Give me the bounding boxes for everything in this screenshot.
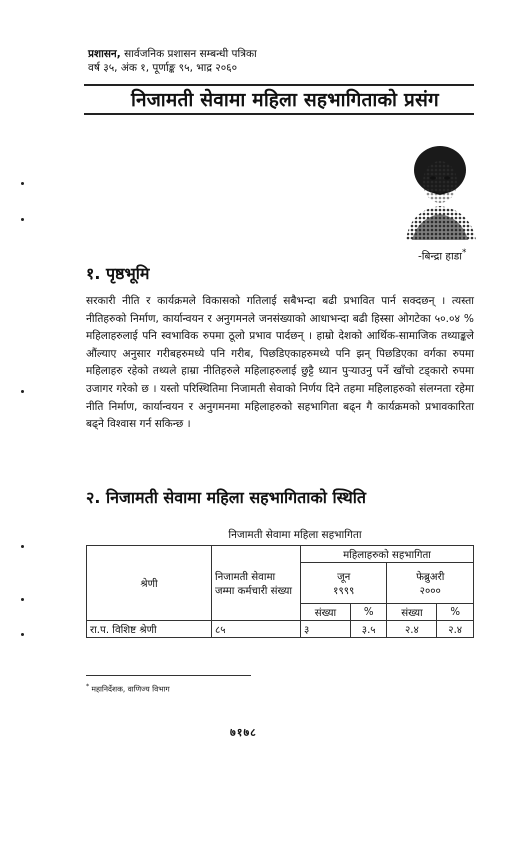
header-participation: महिलाहरुको सहभागिता xyxy=(301,546,474,563)
table-caption: निजामती सेवामा महिला सहभागिता xyxy=(228,529,362,541)
journal-description: सार्वजनिक प्रशासन सम्बन्धी पत्रिका xyxy=(124,48,257,60)
header-total: निजामती सेवामा जम्मा कर्मचारी संख्या xyxy=(212,546,301,621)
scan-speck xyxy=(21,598,24,601)
header-period2 xyxy=(387,563,474,604)
issue-line: वर्ष ३५, अंक १, पूर्णाङ्क ९५, भाद्र २०६० xyxy=(88,62,238,74)
footnote-rule xyxy=(86,675,251,676)
row-pct2: २.४ xyxy=(437,621,474,638)
row-count2: २.४ xyxy=(387,621,437,638)
page-number: ७१७८ xyxy=(230,726,257,739)
author-photo xyxy=(398,140,478,240)
author-name xyxy=(418,248,466,264)
table-row xyxy=(87,621,474,638)
subheader-pct1: % xyxy=(350,604,387,621)
journal-header xyxy=(88,47,257,75)
footnote-mark: * xyxy=(86,683,90,690)
row-category: रा.प. विशिष्ट श्रेणी xyxy=(87,621,212,638)
subheader-pct2: % xyxy=(437,604,474,621)
footnote xyxy=(86,683,170,695)
header-period1 xyxy=(301,563,387,604)
row-total: ८५ xyxy=(212,621,301,638)
journal-name: प्रशासन, xyxy=(88,48,121,60)
period2-year: २००० xyxy=(419,586,441,597)
footnote-text: महानिर्देशक, वाणिज्य विभाग xyxy=(91,684,170,694)
scan-speck xyxy=(21,390,24,393)
row-pct1: ३.५ xyxy=(350,621,387,638)
period1-year: १९९९ xyxy=(333,586,355,597)
author-footnote-mark: * xyxy=(462,248,467,258)
section1-paragraph: सरकारी नीति र कार्यक्रमले विकासको गतिलाई सबैभन्दा बढी प्रभावित पार्न सक्दछन् । त्यस्ता नीतिहरुको निर्माण, कार्यान्वयन र अनुगमनले जनसंख्याको आधाभन्दा बढी हिस्सा ओगटेका ५०.०४ % महिलाहरुलाई पनि स्वभाविक रुपमा ठूलो प्रभाव पार्दछन् । हाम्रो देशको आर्थिक-सामाजिक तथ्याङ्कले औंल्याए अनुसार गरीबहरुमध्ये पनि गरीब, पिछडिएकाहरुमध्ये पनि झन् पिछडिएका वर्गका रुपमा महिलाहरु रहेको तथ्यले हाम्रा नीतिहरुले महिलाहरुलाई छुट्टै ध्यान पुर्‍याउनु पर्ने खाँचो टड्कारो रुपमा उजागर गरेको छ । यस्तो परिस्थितिमा निजामती सेवाको निर्णय दिने तहमा महिलाहरुको संलग्नता रहेमा नीति निर्माण, कार्यान्वयन र अनुगमनमा महिलाहरुको सहभागिता बढ्न गै कार्यक्रमको प्रभावकारिता बढ्ने विश्वास गर्न सकिन्छ । xyxy=(86,295,474,431)
scan-speck xyxy=(21,633,24,636)
period1-month: जून xyxy=(337,572,351,583)
title-rule-bottom xyxy=(84,113,474,115)
subheader-count1: संख्या xyxy=(301,604,351,621)
section2-heading: २. निजामती सेवामा महिला सहभागिताको स्थिति xyxy=(86,488,366,507)
table-header-row xyxy=(87,546,474,563)
period2-month: फेब्रुअरी xyxy=(416,572,445,583)
scan-speck xyxy=(21,182,24,185)
section1-heading: १. पृष्ठभूमि xyxy=(86,264,150,283)
row-count1: ३ xyxy=(301,621,351,638)
article-title: निजामती सेवामा महिला सहभागिताको प्रसंग xyxy=(131,89,439,111)
scan-speck xyxy=(21,545,24,548)
participation-table xyxy=(86,545,474,638)
author-name-text: -बिन्द्रा हाडा xyxy=(418,250,463,263)
header-category: श्रेणी xyxy=(87,546,212,621)
scan-speck xyxy=(21,218,24,221)
subheader-count2: संख्या xyxy=(387,604,437,621)
